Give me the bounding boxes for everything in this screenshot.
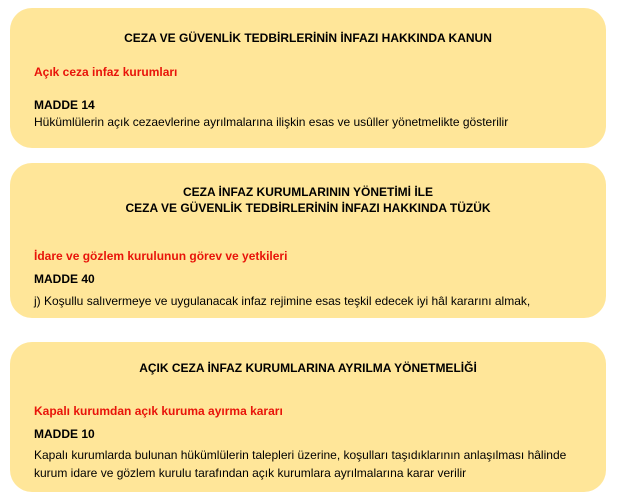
card-title-line-1: CEZA İNFAZ KURUMLARININ YÖNETİMİ İLE — [183, 185, 433, 199]
law-card-kanun — [10, 8, 606, 148]
article-text: j) Koşullu salıvermeye ve uygulanacak infaz rejimine esas teşkil edecek iyi hâl kararını almak, — [34, 294, 531, 308]
article-text-line-1: Kapalı kurumlarda bulunan hükümlülerin talepleri üzerine, koşulları taşıdıklarının anlaşılması hâlinde — [34, 448, 567, 462]
law-card-yonetmelik — [10, 342, 606, 492]
section-heading: Kapalı kurumdan açık kuruma ayırma kararı — [34, 404, 283, 418]
card-title: CEZA VE GÜVENLİK TEDBİRLERİNİN İNFAZI HAKKINDA KANUN — [124, 31, 492, 45]
section-heading: İdare ve gözlem kurulunun görev ve yetkileri — [34, 249, 288, 263]
card-title — [10, 184, 606, 216]
article-text — [34, 446, 566, 482]
article-number: MADDE 10 — [34, 427, 95, 441]
section-heading: Açık ceza infaz kurumları — [34, 65, 178, 79]
card-title-line-2: CEZA VE GÜVENLİK TEDBİRLERİNİN İNFAZI HAKKINDA TÜZÜK — [125, 201, 491, 215]
card-title: AÇIK CEZA İNFAZ KURUMLARINA AYRILMA YÖNETMELİĞİ — [139, 361, 477, 375]
law-card-tuzuk — [10, 163, 606, 318]
article-text: Hükümlülerin açık cezaevlerine ayrılmalarına ilişkin esas ve usûller yönetmelikte gösterilir — [34, 115, 509, 129]
article-number: MADDE 14 — [34, 98, 95, 112]
article-text-line-2: kurum idare ve gözlem kurulu tarafından açık kurumlara ayrılmalarına karar verilir — [34, 466, 467, 480]
article-number: MADDE 40 — [34, 272, 95, 286]
